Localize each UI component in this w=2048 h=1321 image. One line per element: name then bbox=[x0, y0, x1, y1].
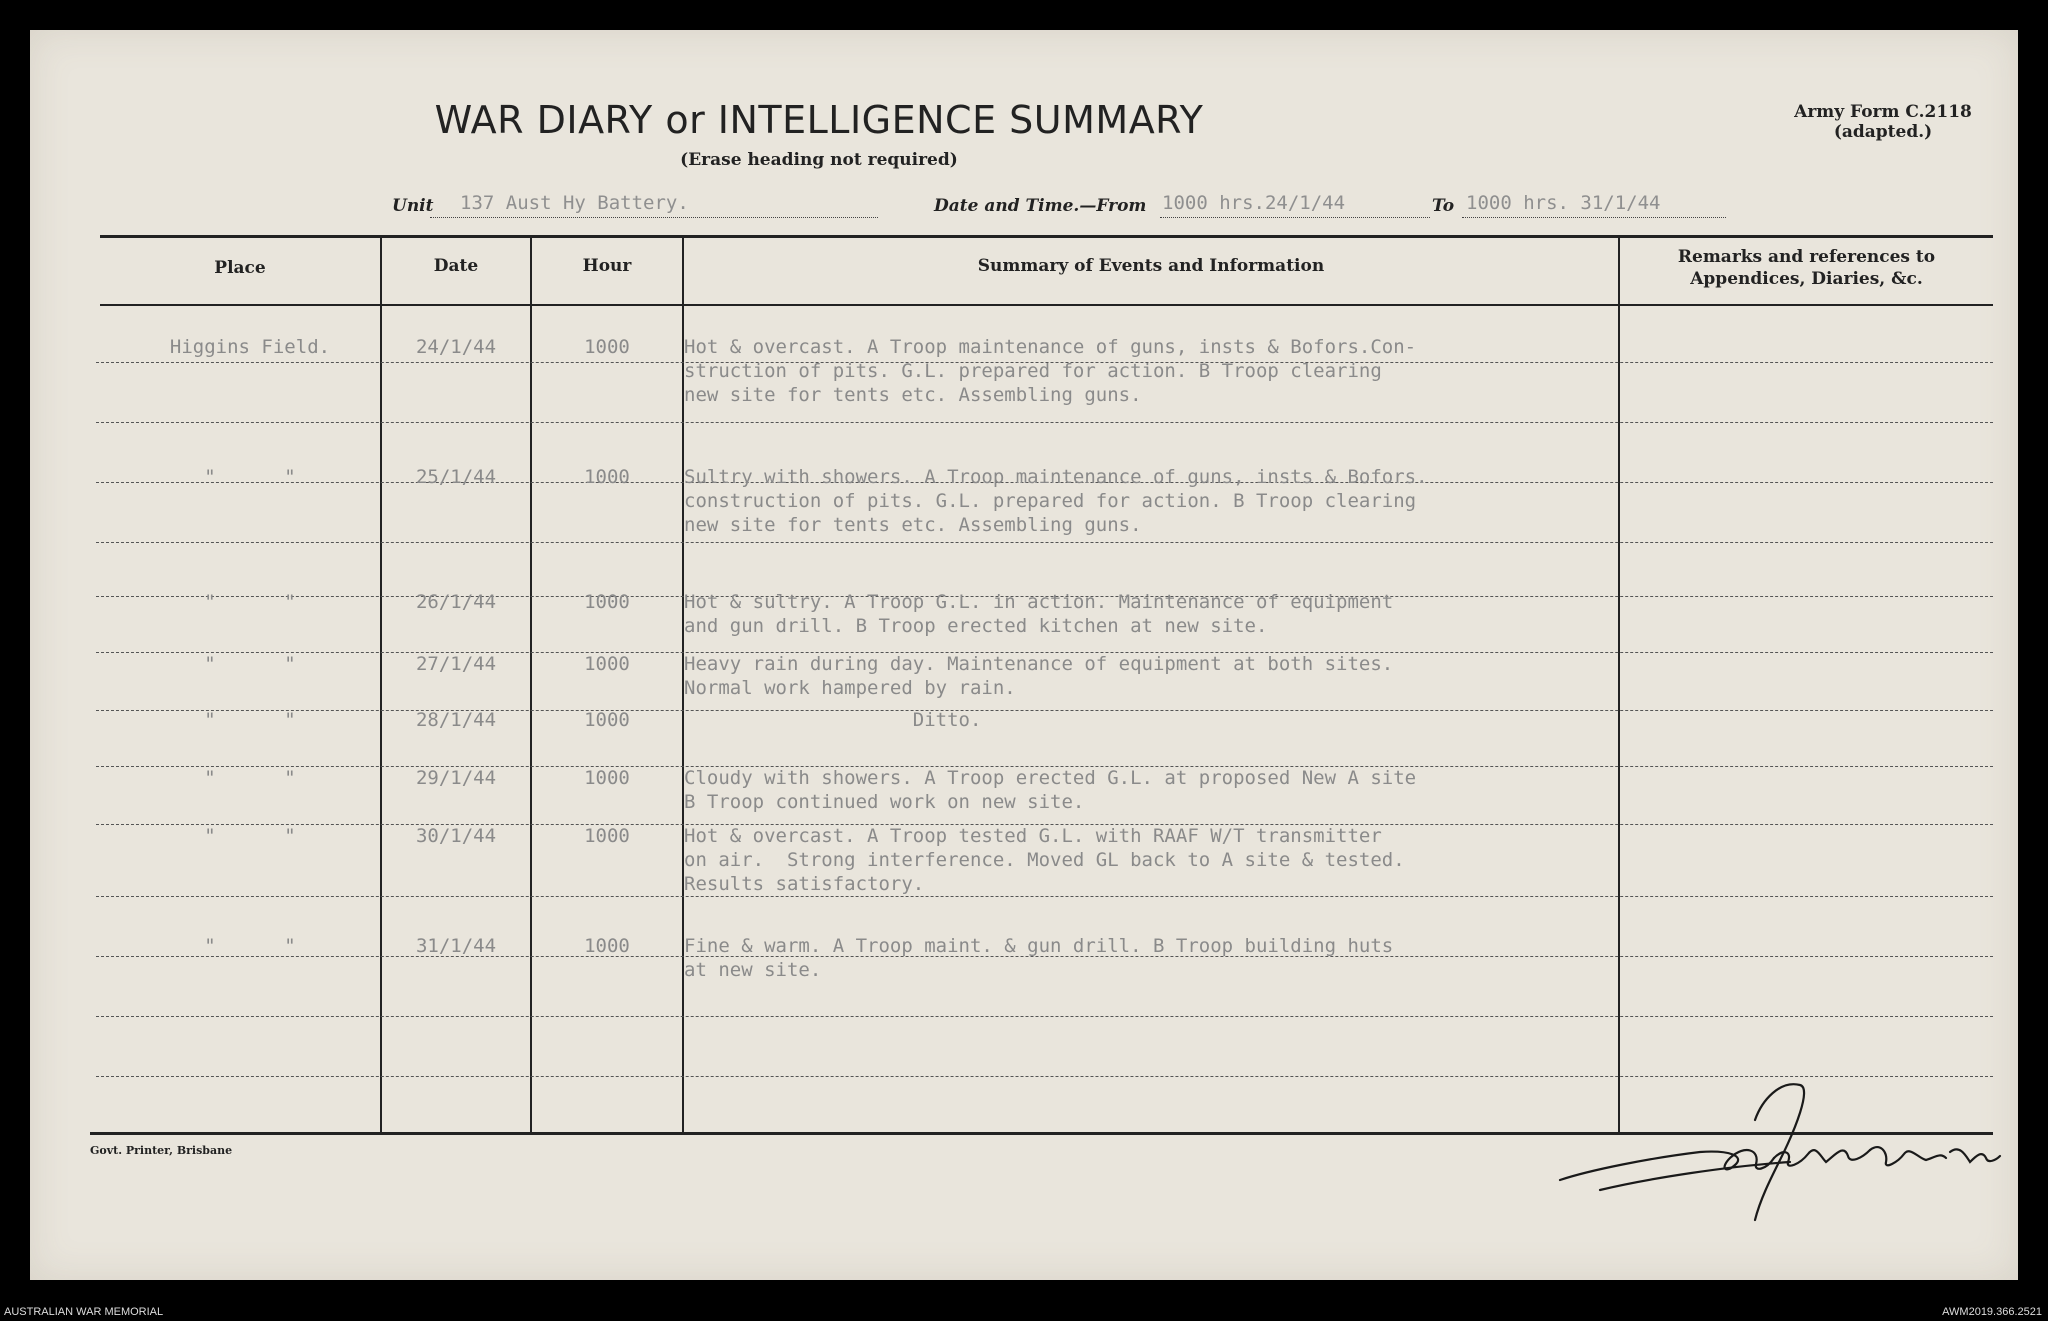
row-hour: 1000 bbox=[584, 825, 630, 847]
row-place: " " bbox=[204, 767, 296, 789]
row-summary-line: Fine & warm. A Troop maint. & gun drill. B Troop building huts bbox=[684, 935, 1394, 957]
table-top-rule bbox=[100, 235, 1993, 238]
col-header-remarks bbox=[1620, 246, 1993, 290]
row-summary-line: new site for tents etc. Assembling guns. bbox=[684, 514, 1142, 536]
col-header-place: Place bbox=[214, 258, 266, 278]
form-number-line2: (adapted.) bbox=[1833, 122, 1933, 142]
to-label: To bbox=[1432, 196, 1455, 216]
row-rule bbox=[96, 542, 1993, 543]
row-place: " " bbox=[204, 653, 296, 675]
row-hour: 1000 bbox=[584, 709, 630, 731]
row-place: " " bbox=[204, 825, 296, 847]
col-header-summary: Summary of Events and Information bbox=[977, 256, 1325, 276]
row-place: " " bbox=[204, 466, 296, 488]
row-place: Higgins Field. bbox=[169, 336, 331, 358]
row-summary-line: Heavy rain during day. Maintenance of equipment at both sites. bbox=[684, 653, 1394, 675]
row-hour: 1000 bbox=[584, 935, 630, 957]
row-place: " " bbox=[204, 709, 296, 731]
printer-imprint: Govt. Printer, Brisbane bbox=[90, 1144, 233, 1157]
row-date: 28/1/44 bbox=[415, 709, 497, 731]
row-hour: 1000 bbox=[584, 767, 630, 789]
row-hour: 1000 bbox=[584, 591, 630, 613]
row-date: 27/1/44 bbox=[415, 653, 497, 675]
row-summary-line: new site for tents etc. Assembling guns. bbox=[684, 384, 1142, 406]
row-summary-line: on air. Strong interference. Moved GL back to A site & tested. bbox=[684, 849, 1405, 871]
to-value: 1000 hrs. 31/1/44 bbox=[1466, 192, 1661, 214]
unit-value: 137 Aust Hy Battery. bbox=[460, 192, 689, 214]
row-place: " " bbox=[204, 591, 296, 613]
row-summary-line: construction of pits. G.L. prepared for action. B Troop clearing bbox=[684, 490, 1417, 512]
row-summary-line: Cloudy with showers. A Troop erected G.L. at proposed New A site bbox=[684, 767, 1417, 789]
row-summary-line: B Troop continued work on new site. bbox=[684, 791, 1085, 813]
row-summary-line: Hot & sultry. A Troop G.L. in action. Maintenance of equipment bbox=[684, 591, 1394, 613]
row-summary-line: and gun drill. B Troop erected kitchen at new site. bbox=[684, 615, 1268, 637]
row-rule bbox=[96, 710, 1993, 711]
column-divider-place bbox=[380, 235, 382, 1132]
page-title: WAR DIARY or INTELLIGENCE SUMMARY bbox=[434, 98, 1204, 142]
row-summary-line: Sultry with showers. A Troop maintenance of guns, insts & Bofors. bbox=[684, 466, 1428, 488]
row-rule bbox=[96, 1016, 1993, 1017]
from-value: 1000 hrs.24/1/44 bbox=[1162, 192, 1346, 214]
col-header-remarks-line2: Appendices, Diaries, &c. bbox=[1690, 269, 1923, 289]
footer-right: AWM2019.366.2521 bbox=[1942, 1306, 2042, 1318]
row-hour: 1000 bbox=[584, 336, 630, 358]
table-header-rule bbox=[100, 304, 1993, 306]
unit-label: Unit bbox=[392, 196, 434, 216]
row-summary-line: struction of pits. G.L. prepared for action. B Troop clearing bbox=[684, 360, 1382, 382]
row-date: 30/1/44 bbox=[415, 825, 497, 847]
to-underline bbox=[1462, 216, 1726, 218]
row-date: 25/1/44 bbox=[415, 466, 497, 488]
row-date: 26/1/44 bbox=[415, 591, 497, 613]
unit-underline bbox=[430, 216, 878, 218]
footer-left: AUSTRALIAN WAR MEMORIAL bbox=[4, 1306, 164, 1318]
from-underline bbox=[1160, 216, 1430, 218]
col-header-date: Date bbox=[433, 256, 479, 276]
document-sheet bbox=[30, 30, 2018, 1280]
row-summary-line: Results satisfactory. bbox=[684, 873, 925, 895]
form-number bbox=[1768, 102, 1998, 142]
row-date: 29/1/44 bbox=[415, 767, 497, 789]
row-place: " " bbox=[204, 935, 296, 957]
row-summary-line: at new site. bbox=[684, 959, 822, 981]
col-header-remarks-line1: Remarks and references to bbox=[1677, 247, 1936, 267]
row-summary-line: Ditto. bbox=[684, 709, 982, 731]
form-number-line1: Army Form C.2118 bbox=[1794, 102, 1972, 122]
signature-image bbox=[1530, 1040, 2010, 1240]
row-summary-line: Hot & overcast. A Troop maintenance of guns, insts & Bofors.Con- bbox=[684, 336, 1417, 358]
row-summary-line: Hot & overcast. A Troop tested G.L. with RAAF W/T transmitter bbox=[684, 825, 1382, 847]
row-date: 24/1/44 bbox=[415, 336, 497, 358]
row-hour: 1000 bbox=[584, 653, 630, 675]
page-subtitle: (Erase heading not required) bbox=[680, 150, 958, 170]
row-rule bbox=[96, 896, 1993, 897]
column-divider-date bbox=[530, 235, 532, 1132]
row-summary-line: Normal work hampered by rain. bbox=[684, 677, 1016, 699]
date-time-label: Date and Time.—From bbox=[934, 196, 1147, 216]
row-hour: 1000 bbox=[584, 466, 630, 488]
column-divider-summary bbox=[1618, 235, 1620, 1132]
row-rule bbox=[96, 422, 1993, 423]
row-date: 31/1/44 bbox=[415, 935, 497, 957]
col-header-hour: Hour bbox=[582, 256, 632, 276]
